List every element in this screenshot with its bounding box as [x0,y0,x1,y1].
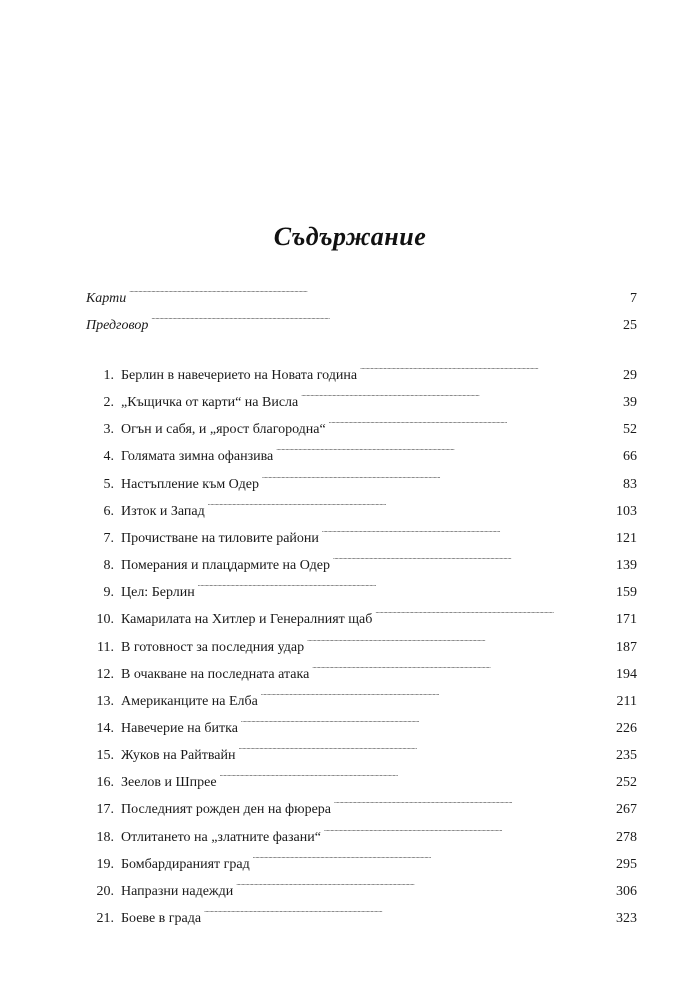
dot-leader [261,687,615,705]
page-number: 211 [616,694,637,709]
dot-leader [334,795,614,813]
toc-entry-chapter [90,877,637,899]
chapter-number: 13. [96,694,114,709]
entry-title: Настъпление към Одер [121,477,259,492]
entry-title: Изток и Запад [121,504,205,519]
page-number: 295 [616,857,637,872]
dot-leader [322,524,614,542]
entry-title: В очакване на последната атака [121,667,310,682]
chapter-number: 15. [96,748,114,763]
dot-leader [151,311,621,329]
entry-title: Отлитането на „златните фазани“ [121,830,321,845]
toc-entry-chapter [90,361,637,383]
chapter-number: 17. [96,802,114,817]
toc-entry-chapter [90,551,637,573]
entry-title: Предговор [86,318,149,333]
dot-leader [262,470,621,488]
toc-entry-chapter [90,633,637,655]
dot-leader [375,605,614,623]
chapter-number: 21. [96,911,114,926]
page-number: 278 [616,830,637,845]
toc-entry-chapter [90,578,637,600]
entry-title: Огън и сабя, и „ярост благородна“ [121,422,326,437]
toc-entry-front [86,284,637,306]
toc-entry-chapter [90,497,637,519]
chapter-number: 11. [97,640,114,655]
dot-leader [239,741,614,759]
dot-leader [276,442,621,460]
dot-leader [329,415,621,433]
dot-leader [333,551,614,569]
dot-leader [307,633,614,651]
toc-entry-chapter [90,823,637,845]
chapter-number: 2. [103,395,114,410]
page-number: 25 [623,318,637,333]
chapter-number: 3. [103,422,114,437]
chapter-number: 18. [96,830,114,845]
page-number: 83 [623,477,637,492]
toc-entry-chapter [90,415,637,437]
chapter-number: 8. [103,558,114,573]
entry-title: Берлин в навечерието на Новата година [121,368,358,383]
toc-entry-chapter [90,388,637,410]
toc-entry-chapter [90,660,637,682]
page-number: 7 [630,291,637,306]
entry-title: Напразни надежди [121,884,234,899]
toc-entry-chapter [90,442,637,464]
entry-title: Американците на Елба [121,694,258,709]
chapter-number: 14. [96,721,114,736]
entry-title: Голямата зимна офанзива [121,449,274,464]
chapter-number: 5. [103,477,114,492]
chapter-number: 4. [103,449,114,464]
page-number: 323 [616,911,637,926]
page-number: 29 [623,368,637,383]
dot-leader [198,578,614,596]
entry-title: Цел: Берлин [121,585,195,600]
dot-leader [324,823,614,841]
toc-entry-chapter [90,687,637,709]
toc-entry-chapter [90,795,637,817]
dot-leader [236,877,614,895]
entry-title: Померания и плацдармите на Одер [121,558,331,573]
entry-title: Зеелов и Шпрее [121,775,217,790]
entry-title: Камарилата на Хитлер и Генералният щаб [121,612,373,627]
entry-title: Навечерие на битка [121,721,238,736]
entry-title: В готовност за последния удар [121,640,305,655]
page-number: 267 [616,802,637,817]
page-number: 121 [616,531,637,546]
chapter-number: 7. [103,531,114,546]
page-number: 226 [616,721,637,736]
chapter-number: 16. [96,775,114,790]
dot-leader [253,850,614,868]
page-number: 252 [616,775,637,790]
page-number: 52 [623,422,637,437]
page-number: 187 [616,640,637,655]
chapter-number: 19. [96,857,114,872]
toc-entry-chapter [90,605,637,627]
page-number: 39 [623,395,637,410]
page-title: Съдържание [273,222,427,251]
chapter-number: 20. [96,884,114,899]
dot-leader [204,904,614,922]
page-number: 139 [616,558,637,573]
chapter-number: 9. [103,585,114,600]
chapter-number: 12. [96,667,114,682]
dot-leader [129,284,628,302]
toc-entry-chapter [90,470,637,492]
entry-title: Карти [86,291,127,306]
entry-title: Жуков на Райтвайн [121,748,236,763]
dot-leader [208,497,614,515]
dot-leader [360,361,621,379]
dot-leader [312,660,614,678]
chapter-number: 6. [103,504,114,519]
dot-leader [241,714,614,732]
toc-entry-chapter [90,714,637,736]
chapter-number: 1. [103,368,114,383]
page-number: 159 [616,585,637,600]
dot-leader [220,768,614,786]
page-number: 66 [623,449,637,464]
toc-entry-chapter [90,904,637,926]
toc-entry-front [86,311,637,333]
page-number: 171 [616,612,637,627]
toc-entry-chapter [90,850,637,872]
entry-title: „Къщичка от карти“ на Висла [121,395,299,410]
entry-title: Последният рожден ден на фюрера [121,802,331,817]
page-number: 235 [616,748,637,763]
toc-entry-chapter [90,524,637,546]
page-number: 103 [616,504,637,519]
entry-title: Бомбардираният град [121,857,250,872]
entry-title: Прочистване на тиловите райони [121,531,319,546]
page-number: 306 [616,884,637,899]
toc-entry-chapter [90,741,637,763]
toc-entry-chapter [90,768,637,790]
page-number: 194 [616,667,637,682]
chapter-number: 10. [96,612,114,627]
entry-title: Боеве в града [121,911,202,926]
dot-leader [301,388,621,406]
